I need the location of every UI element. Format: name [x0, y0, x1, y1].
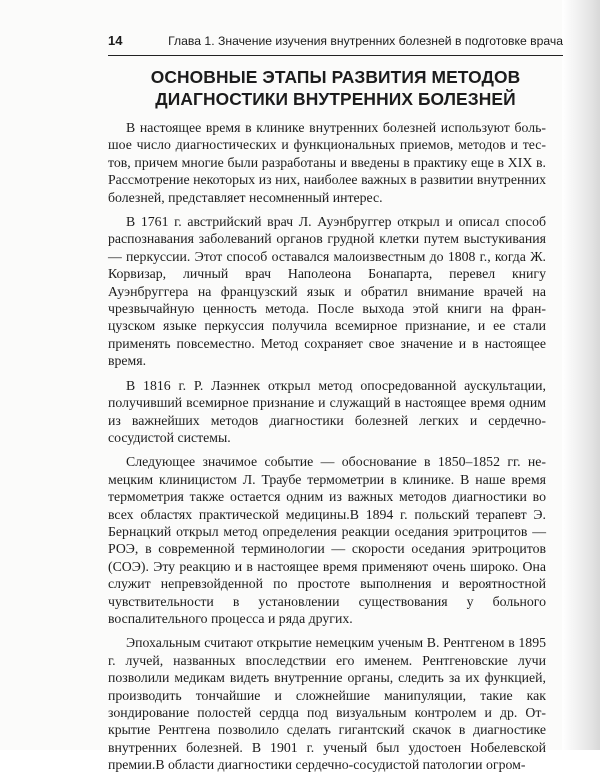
page-edge-shadow	[562, 0, 600, 750]
paragraph: В настоящее время в клинике внутренних болезней используют большое число диагностических и функциональных приемов, методов и тестов, причем многие были разработаны и введены в практику еще в XIX в. Рассмотрение некоторых из них, наиболее важных в развитии внутренних болезней, представляет несомненный интерес.	[108, 120, 546, 205]
paragraph: Эпохальным считают открытие немецким ученым В. Рентгеном в 1895 г. лучей, названных впоследствии его именем. Рентгеновские лучи позволили медикам видеть внутренние органы, следить за их функцией, производить тончайшие и сложнейшие манипуляции, такие как зондирование полостей сердца под визуальным контролем и др. Открытие Рентгена позволило сделать гигантский скачок в диагностике внутренних болезней. В 1901 г. ученый был удостоен Нобелевской премии.В области диагностики сердечно-сосудистой патологии огром-	[108, 635, 546, 773]
paragraph: Следующее значимое событие — обоснование в 1850–1852 гг. немецким клиницистом Л. Траубе термометрии в клинике. В наше время термометрия также остается одним из важных методов диагностики во всех областях практической медицины.В 1894 г. польский терапевт Э. Бернацкий открыл метод определения реакции оседания эритроцитов — РОЭ, в современной терминологии — скорости оседания эритроцитов (СОЭ). Эту реакцию и в настоящее время применяют очень широко. Она служит непревзойденной по простоте выполнения и вероятностной чувствительности в установлении существования у больного воспалительного процесса и ряда других.	[108, 454, 546, 626]
section-title-line-1: ОСНОВНЫЕ ЭТАПЫ РАЗВИТИЯ МЕТОДОВ	[150, 67, 521, 87]
body-text	[108, 119, 546, 774]
section-title-line-2: ДИАГНОСТИКИ ВНУТРЕННИХ БОЛЕЗНЕЙ	[155, 89, 516, 109]
paragraph: В 1816 г. Р. Лаэннек открыл метод опосредованной аускультации, получивший всемирное признание и служащий в настоящее время одним из важнейших методов диагностики болезней легких и сердечнососудистой системы.	[108, 377, 546, 445]
section-title	[108, 66, 563, 110]
chapter-title: Глава 1. Значение изучения внутренних болезней в подготовке врача	[168, 34, 563, 48]
header-rule	[108, 55, 563, 56]
paragraph: В 1761 г. австрийский врач Л. Ауэнбруггер открыл и описал способ распознавания заболеваний органов грудной клетки путем выстукивания — перкуссии. Этот способ оставался малоизвестным до 1808 г., когда Ж. Корвизар, личный врач Наполеона Бонапарта, перевел книгу Ауэнбруггера на французский язык и обратил внимание врачей на чрезвычайную ценность метода. После выхода этой книги на французском языке перкуссия получила всемирное признание, и ее стали применять повсеместно. Метод сохраняет свое значение и в настоящее время.	[108, 214, 546, 369]
running-head	[108, 30, 563, 54]
page-number: 14	[108, 33, 123, 48]
